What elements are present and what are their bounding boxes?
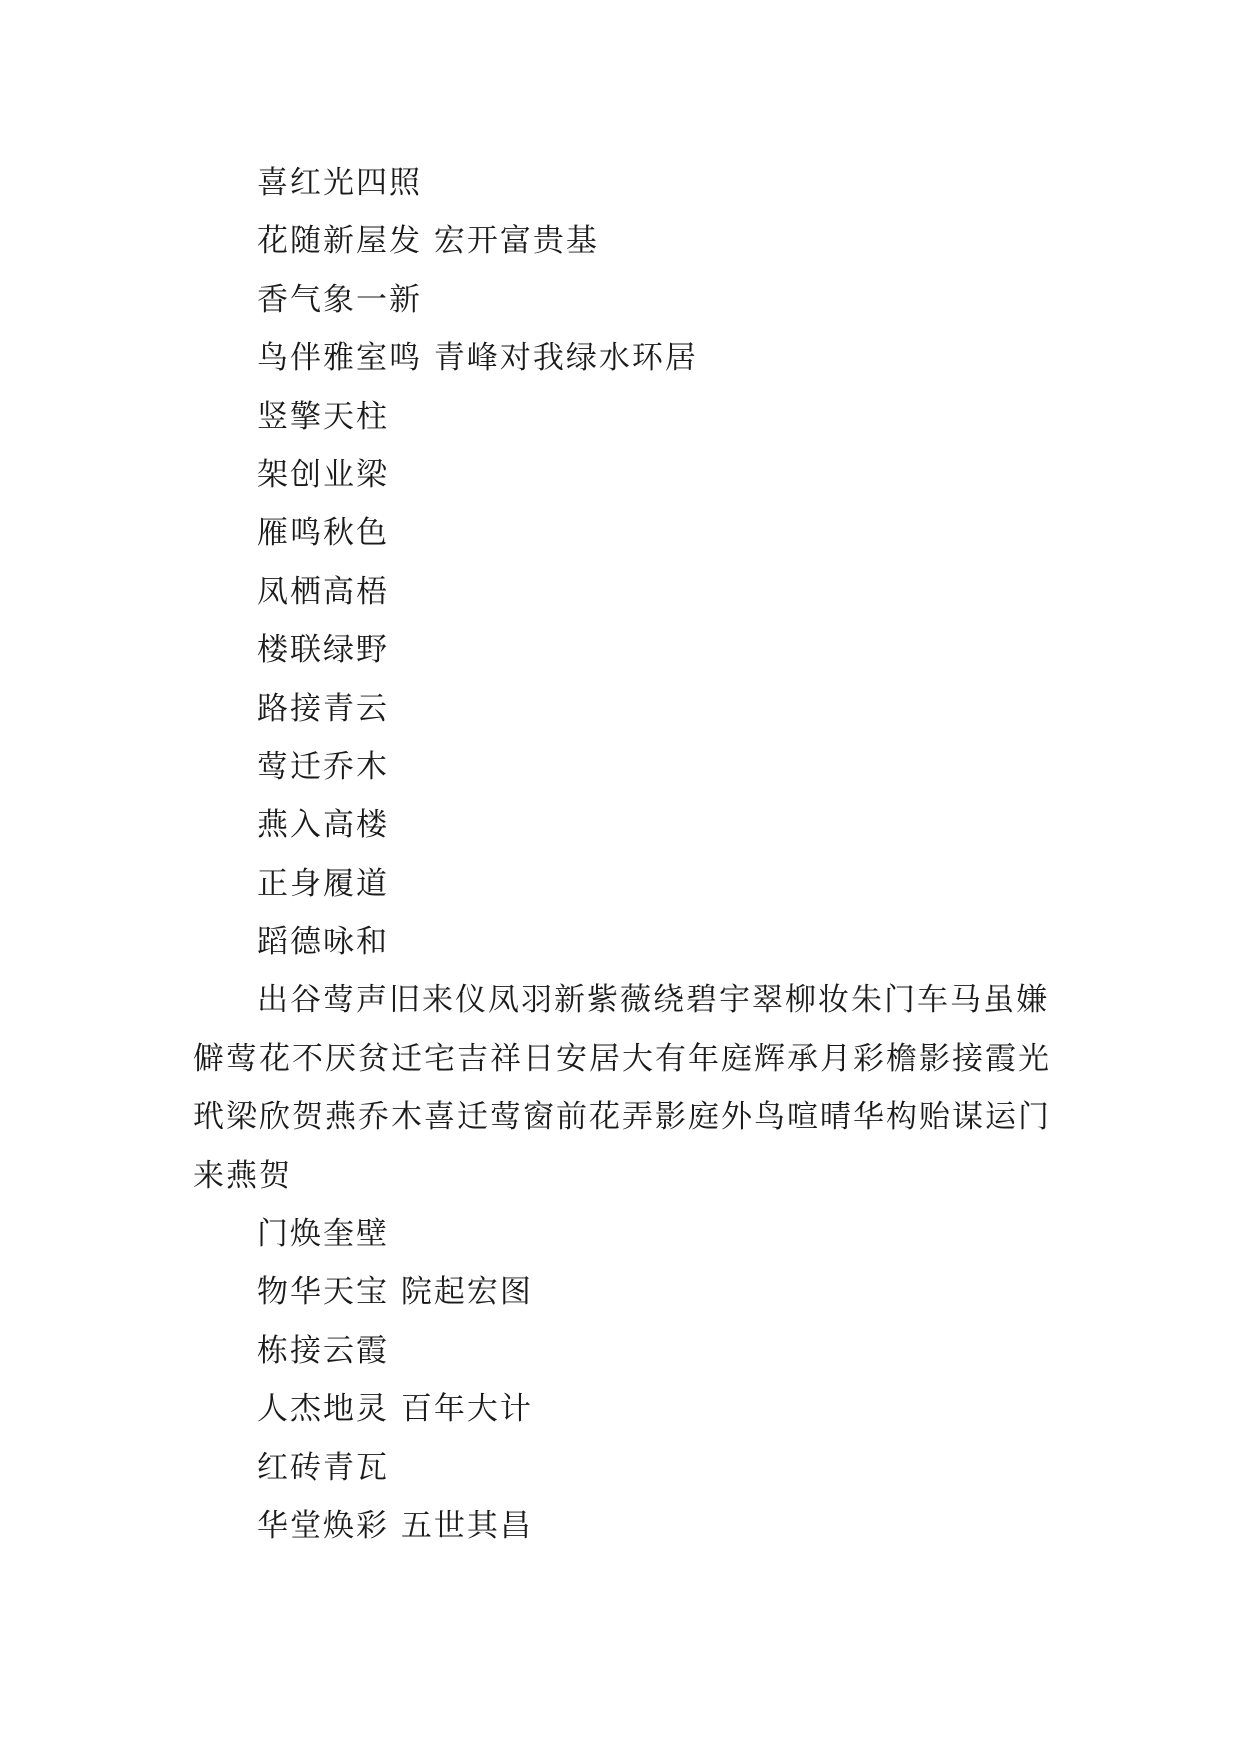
text-line: 莺迁乔木 [257, 748, 389, 785]
text-line: 竖擎天柱 [257, 398, 389, 435]
text-line: 喜红光四照 [257, 165, 422, 201]
text-line: 蹈德咏和 [257, 924, 389, 961]
text-line: 凤栖高梧 [257, 573, 389, 610]
text-line: 香气象一新 [257, 281, 422, 318]
text-line: 红砖青瓦 [257, 1449, 389, 1486]
text-line: 人杰地灵 百年大计 [257, 1391, 533, 1428]
text-line: 花随新屋发 宏开富贵基 [257, 223, 599, 260]
text-line: 正身履道 [257, 865, 389, 902]
text-line: 燕入高楼 [257, 807, 389, 844]
text-line: 雁鸣秋色 [257, 515, 389, 552]
text-line: 栋接云霞 [257, 1332, 389, 1369]
text-line: 架创业梁 [257, 456, 389, 493]
text-line: 物华天宝 院起宏图 [257, 1274, 533, 1311]
text-line: 门焕奎壁 [257, 1216, 389, 1253]
body-paragraph: 出谷莺声旧来仪凤羽新紫薇绕碧宇翠柳妆朱门车马虽嫌僻莺花不厌贫迁宅吉祥日安居大有年庭辉承月彩檐影接霞光玳梁欣贺燕乔木喜迁莺窗前花弄影庭外鸟喧晴华构贻谋运门来燕贺 [193, 982, 1051, 1194]
text-line: 楼联绿野 [257, 632, 389, 669]
text-line: 华堂焕彩 五世其昌 [257, 1508, 533, 1545]
text-line: 路接青云 [257, 690, 389, 727]
couplet-text-block [193, 154, 1053, 1555]
text-line: 鸟伴雅室鸣 青峰对我绿水环居 [257, 340, 698, 377]
